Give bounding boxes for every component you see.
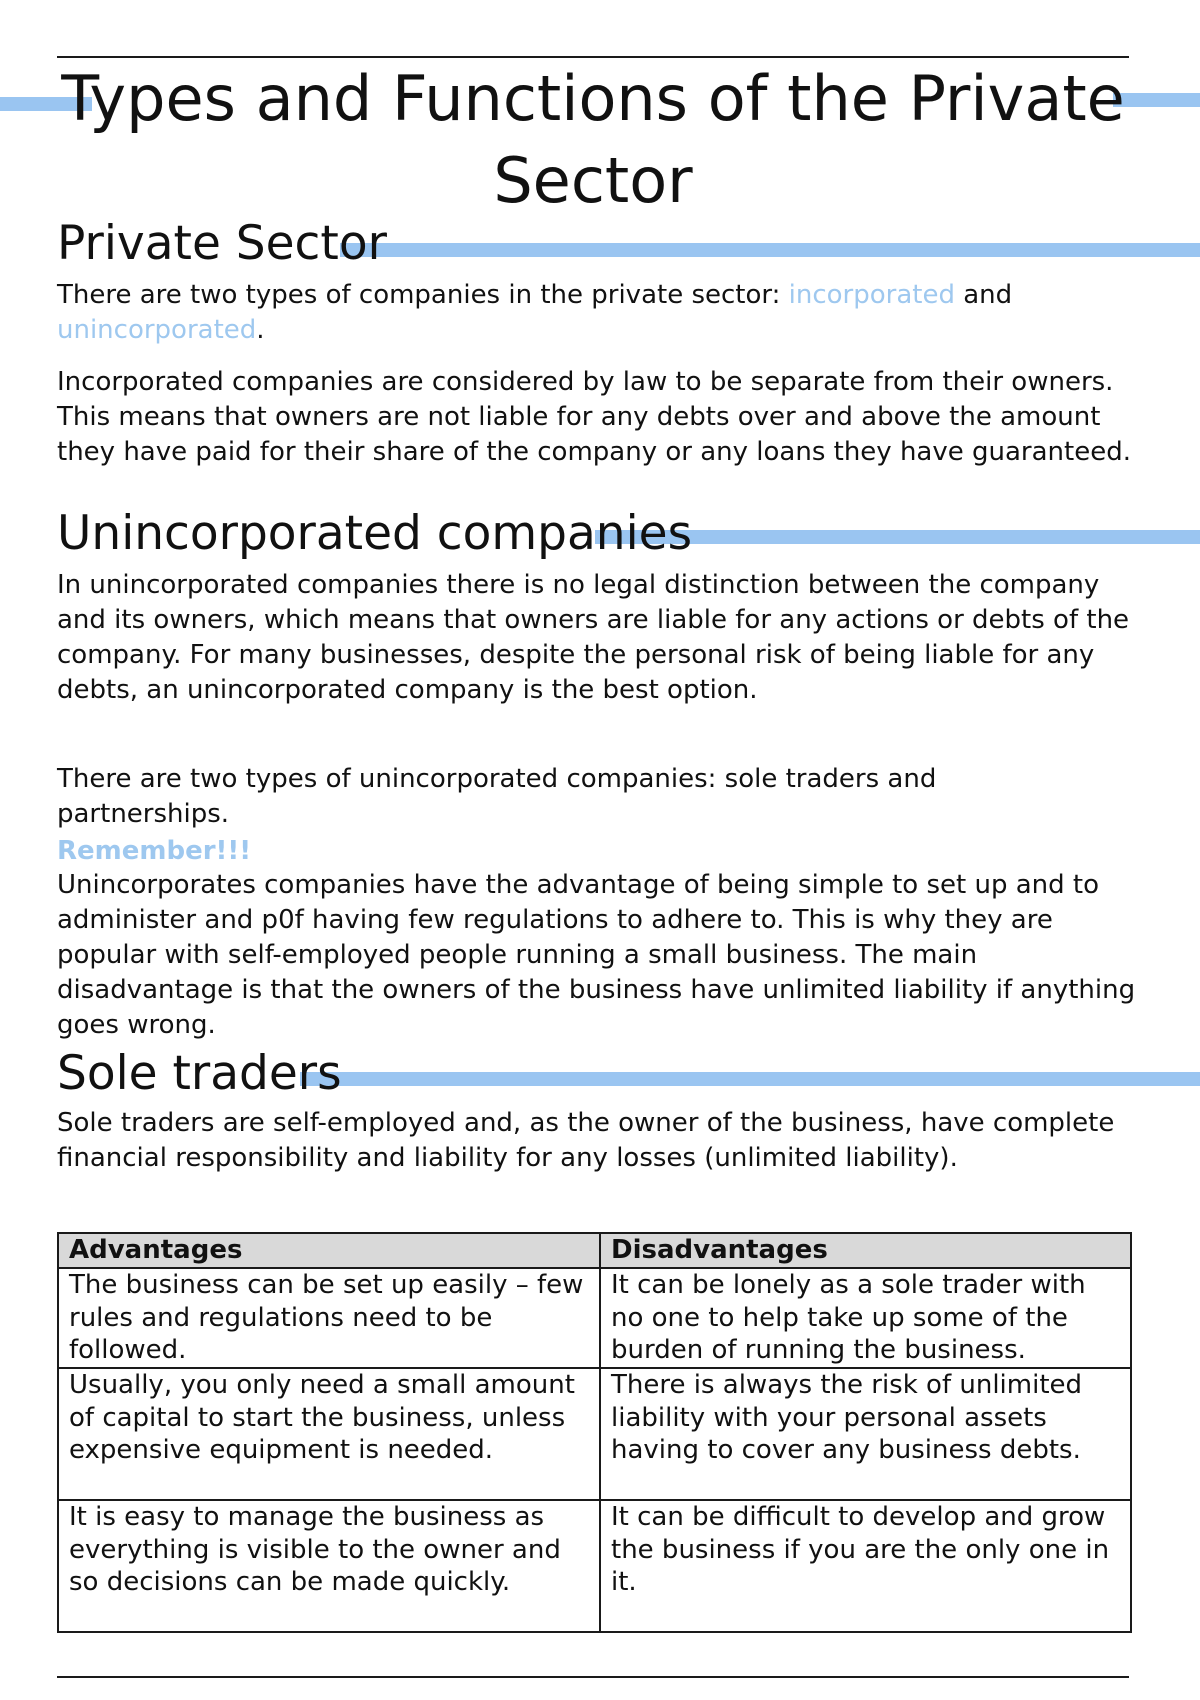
paragraph-company-types — [57, 278, 1137, 348]
remember-label: Remember!!! — [57, 836, 252, 866]
table-row — [58, 1368, 1131, 1500]
keyword-incorporated: incorporated — [788, 280, 955, 310]
bottom-rule — [57, 1676, 1129, 1678]
table-cell-advantage: The business can be set up easily – few rules and regulations need to be followed. — [58, 1268, 600, 1368]
paragraph-text: and — [954, 280, 1013, 310]
paragraph-sole-traders: Sole traders are self-employed and, as the owner of the business, have complete financial responsibility and liability for any losses (unlimited liability). — [57, 1108, 1115, 1173]
heading-private-sector: Private Sector — [57, 216, 387, 271]
heading-unincorporated-companies: Unincorporated companies — [57, 506, 693, 561]
advantages-disadvantages-table — [57, 1232, 1132, 1633]
table-header-disadvantages: Disadvantages — [600, 1233, 1131, 1268]
table-row — [58, 1500, 1131, 1632]
table-cell-disadvantage: There is always the risk of unlimited liability with your personal assets having to cover any business debts. — [600, 1368, 1131, 1500]
paragraph-incorporated: Incorporated companies are considered by law to be separate from their owners. This means that owners are not liable for any debts over and above the amount they have paid for their share of the company or any loans they have guaranteed. — [57, 367, 1131, 467]
table-header-advantages: Advantages — [58, 1233, 600, 1268]
table-header-row — [58, 1233, 1131, 1268]
paragraph-unincorporated: In unincorporated companies there is no legal distinction between the company and its owners, which means that owners are liable for any actions or debts of the company. For many businesses, despite the personal risk of being liable for any debts, an unincorporated company is the best option. — [57, 570, 1130, 705]
heading-highlight-private-sector — [340, 243, 1200, 257]
table-cell-advantage: Usually, you only need a small amount of capital to start the business, unless expensive equipment is needed. — [58, 1368, 600, 1500]
table-cell-advantage: It is easy to manage the business as everything is visible to the owner and so decisions can be made quickly. — [58, 1500, 600, 1632]
paragraph-unincorporated-types: There are two types of unincorporated companies: sole traders and partnerships. — [57, 764, 937, 829]
heading-highlight-sole-traders — [300, 1072, 1200, 1086]
paragraph-text: There are two types of companies in the private sector: — [57, 280, 789, 310]
paragraph-text: . — [256, 315, 265, 345]
table-cell-disadvantage: It can be lonely as a sole trader with no one to help take up some of the burden of running the business. — [600, 1268, 1131, 1368]
heading-sole-traders: Sole traders — [57, 1046, 342, 1101]
table-cell-disadvantage: It can be difficult to develop and grow the business if you are the only one in it. — [600, 1500, 1131, 1632]
keyword-unincorporated: unincorporated — [57, 315, 257, 345]
table-row — [58, 1268, 1131, 1368]
paragraph-unincorporated-advantages: Unincorporates companies have the advantage of being simple to set up and to administer and p0f having few regulations to adhere to. This is why they are popular with self-employed people running a small business. The main disadvantage is that the owners of the business have unlimited liability if anything goes wrong. — [57, 870, 1136, 1040]
page-title: Types and Functions of the Private Sector — [61, 62, 1125, 217]
